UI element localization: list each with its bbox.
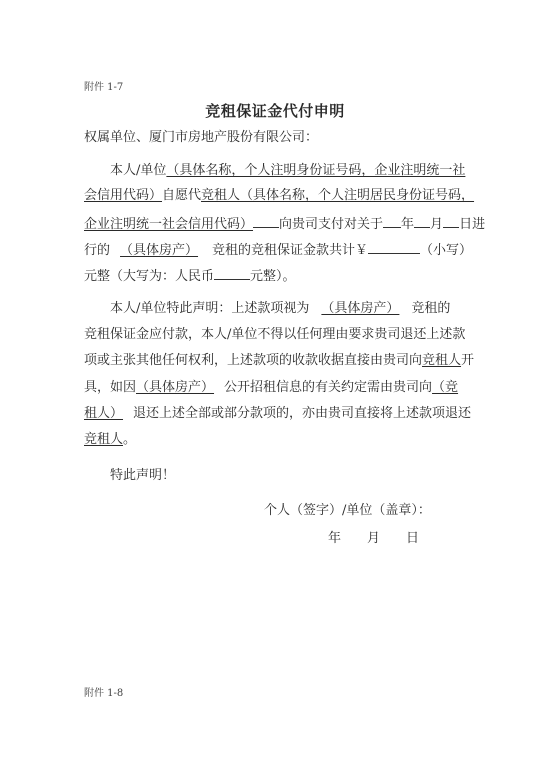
blank-field (443, 214, 459, 228)
text: 项或主张其他任何权利，上述款项的收款收据直接由贵司向 (84, 353, 423, 368)
underlined-text: （具体房产） (321, 301, 400, 316)
blank-field (368, 240, 420, 254)
annex-label-bottom: 附件 1-8 (84, 688, 124, 699)
para2-line2: 竞租保证金应付款，本人/单位不得以任何理由要求贵司退还上述款 (84, 327, 466, 342)
text: 开 (461, 353, 475, 368)
text: 月 (430, 217, 444, 232)
annex-label-top: 附件 1-7 (84, 82, 124, 93)
text: 。 (123, 432, 137, 447)
text: 退还上述全部或部分款项的，亦由贵司直接将上述款项退还 (133, 406, 472, 421)
para1-line2 (84, 188, 474, 204)
text: 向贵司支付对关于 (279, 217, 384, 232)
closing-statement: 特此声明！ (110, 468, 176, 483)
underlined-text: 竞租人（具体名称，个人注明居民身份证号码， (201, 188, 475, 203)
text: 具，如因 (84, 380, 137, 395)
underlined-text: （竞 (432, 380, 459, 395)
text: 元整）。 (250, 269, 296, 284)
text: 本人/单位特此声明：上述款项视为 (110, 301, 310, 316)
text: （小写） (420, 243, 473, 258)
underlined-text: 企业注明统一社会信用代码） (84, 217, 254, 232)
text: 竞租的竞租保证金款共计￥ (212, 243, 369, 258)
underlined-text: 租人） (84, 406, 124, 421)
blank-field (414, 214, 430, 228)
para2-line1 (110, 301, 450, 317)
underlined-text: （具体名称，个人注明身份证号码，企业注明统一社 (166, 163, 466, 178)
text: 行的 (84, 243, 111, 258)
text: 公开招租信息的有关约定需由贵司向 (224, 380, 433, 395)
blank-field (383, 214, 401, 228)
addressee: 权属单位、厦门市房地产股份有限公司： (84, 130, 319, 145)
underlined-text: （具体房产） (136, 380, 215, 395)
para1-line1 (110, 163, 465, 179)
para1-line4 (84, 240, 472, 259)
para2-line3 (84, 353, 474, 369)
blank-field (253, 214, 279, 228)
para2-line5 (84, 406, 471, 422)
underlined-text: 竞租人 (422, 353, 462, 368)
underlined-text: 竞租人 (84, 432, 124, 447)
document-title: 竞租保证金代付申明 (205, 102, 345, 120)
blank-field (214, 266, 250, 280)
para1-line5 (84, 266, 296, 285)
signature-line: 个人（签字）/单位（盖章）： (264, 503, 431, 518)
text: 元整（大写为：人民币 (84, 269, 215, 284)
para2-line6 (84, 432, 136, 448)
text: 竞租的 (411, 301, 451, 316)
text: 日进 (459, 217, 486, 232)
para1-line3 (84, 214, 485, 233)
underlined-text: （具体房产） (120, 243, 199, 258)
date-line: 年 月 日 (328, 531, 420, 546)
underlined-text: 会信用代码） (84, 188, 163, 203)
text: 本人/单位 (110, 163, 167, 178)
para2-line4 (84, 380, 458, 396)
text: 自愿代 (162, 188, 202, 203)
text: 年 (401, 217, 415, 232)
